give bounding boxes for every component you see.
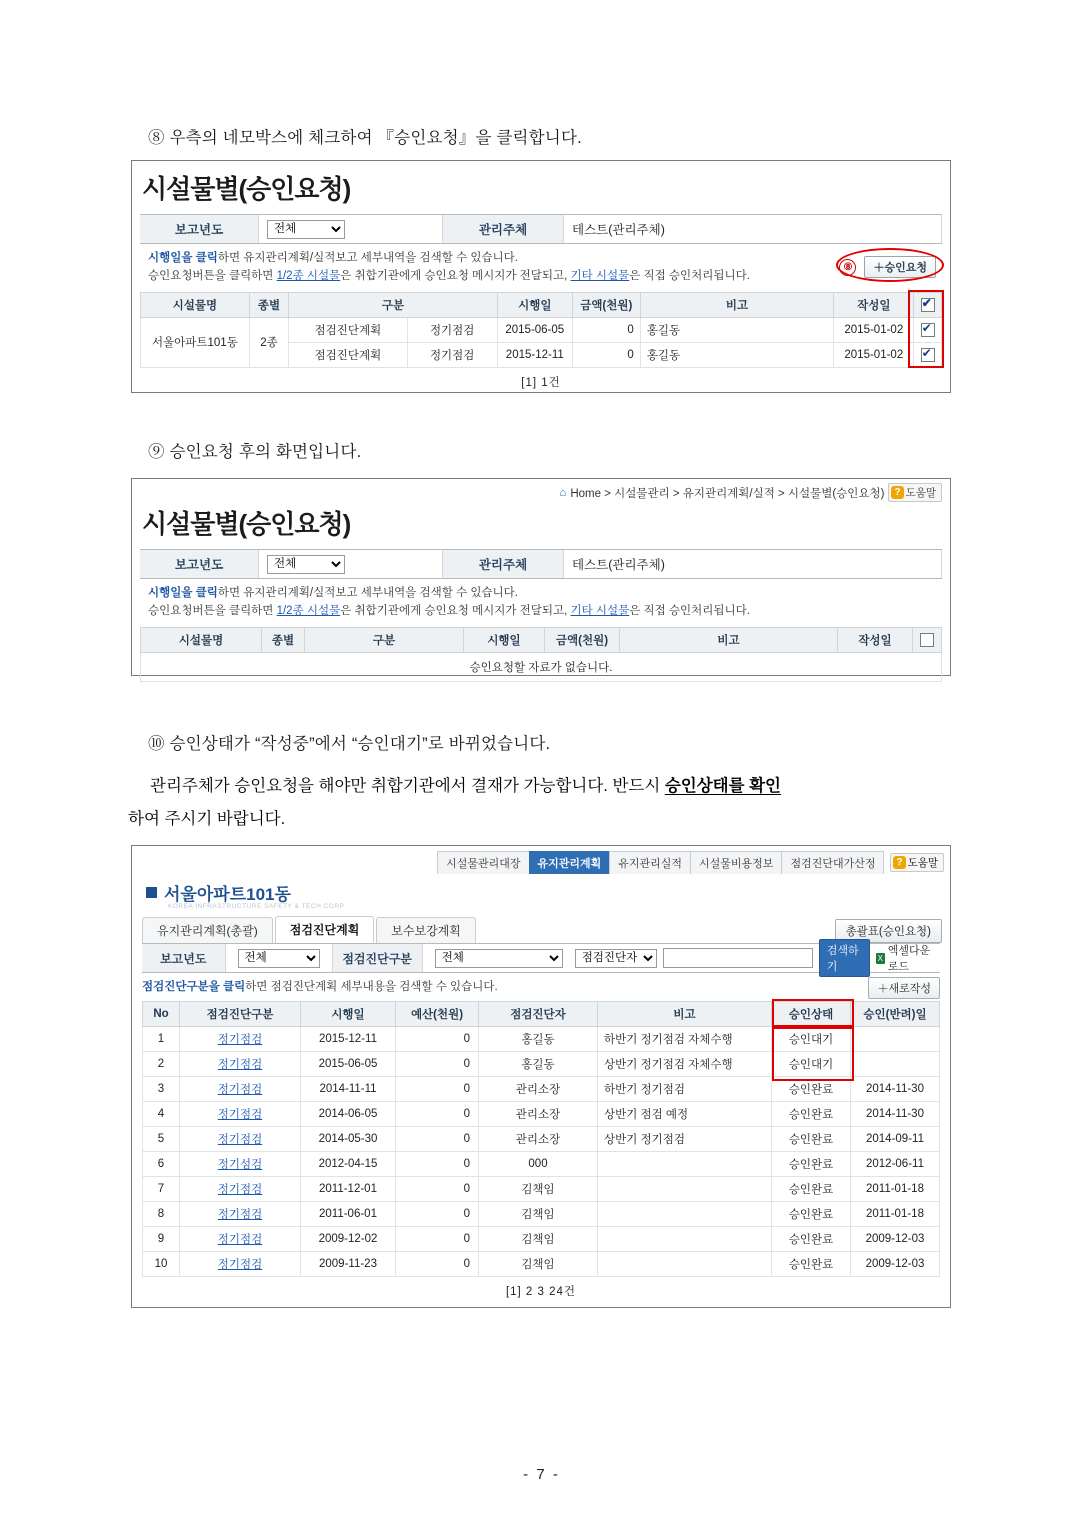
step-8-text bbox=[148, 124, 582, 148]
shot2-col-cat: 구분 bbox=[305, 627, 464, 652]
r10-budget: 0 bbox=[396, 1251, 479, 1276]
r1-status: 승인대기 bbox=[772, 1026, 851, 1051]
help-label: 도움말 bbox=[905, 487, 936, 499]
search-button[interactable]: 검색하기 bbox=[819, 939, 870, 977]
shot2-empty-message: 승인요청할 자료가 없습니다. bbox=[141, 652, 942, 681]
shot1-r2-cat2: 정기점검 bbox=[407, 342, 497, 367]
shot2-year-select[interactable] bbox=[267, 555, 345, 574]
table-row bbox=[141, 317, 942, 342]
shot1-col-written: 작성일 bbox=[834, 292, 914, 317]
r6-approved: 2012-06-11 bbox=[851, 1151, 940, 1176]
shot2-help2-a: 승인요청버튼을 클릭하면 bbox=[148, 604, 277, 617]
step-10-text bbox=[148, 730, 550, 754]
r5-inspector: 관리소장 bbox=[479, 1126, 598, 1151]
r2-no: 2 bbox=[143, 1051, 180, 1076]
r10-note bbox=[598, 1251, 772, 1276]
r9-type[interactable]: 정기점검 bbox=[180, 1226, 301, 1251]
step-10-label: ⑩ 승인상태가 “작성중”에서 “승인대기”로 바뀌었습니다. bbox=[148, 735, 551, 753]
shot2-help2-c: 은 직접 승인처리됩니다. bbox=[629, 604, 750, 617]
r6-no: 6 bbox=[143, 1151, 180, 1176]
r10-date: 2009-11-23 bbox=[301, 1251, 396, 1276]
r6-note bbox=[598, 1151, 772, 1176]
r8-no: 8 bbox=[143, 1201, 180, 1226]
shot2-year-label: 보고년도 bbox=[140, 550, 259, 578]
shot2-help2-b: 은 취합기관에게 승인요청 메시지가 전달되고, bbox=[340, 604, 571, 617]
shot2-col-written: 작성일 bbox=[838, 627, 913, 652]
r5-approved: 2014-09-11 bbox=[851, 1126, 940, 1151]
help-button[interactable] bbox=[890, 853, 944, 872]
highlight-rect-status-values bbox=[772, 1025, 854, 1081]
shot1-r2-amount: 0 bbox=[572, 342, 640, 367]
facility-name: 서울아파트101동 bbox=[164, 885, 291, 904]
shot2-col-date: 시행일 bbox=[464, 627, 545, 652]
shot3-pager[interactable]: [1] 2 3 24건 bbox=[505, 1285, 577, 1298]
r2-budget: 0 bbox=[396, 1051, 479, 1076]
shot3-col-note: 비고 bbox=[598, 1001, 772, 1026]
r7-date: 2011-12-01 bbox=[301, 1176, 396, 1201]
r9-inspector: 김책임 bbox=[479, 1226, 598, 1251]
shot3-help-text bbox=[142, 973, 940, 1001]
r5-status: 승인완료 bbox=[772, 1126, 851, 1151]
r3-inspector: 관리소장 bbox=[479, 1076, 598, 1101]
approval-request-button[interactable]: ＋승인요청 bbox=[864, 256, 936, 278]
search-type-label: 점검진단구분 bbox=[332, 944, 423, 972]
shot1-help2-b: 은 취합기관에게 승인요청 메시지가 전달되고, bbox=[340, 269, 571, 282]
shot1-year-label: 보고년도 bbox=[140, 215, 259, 243]
shot2-col-note: 비고 bbox=[620, 627, 838, 652]
shot1-org-value: 테스트(관리주체) bbox=[564, 215, 942, 243]
shot2-link-12type[interactable]: 1/2종 시설물 bbox=[276, 604, 341, 617]
r9-approved: 2009-12-03 bbox=[851, 1226, 940, 1251]
step-10-note bbox=[150, 772, 781, 796]
r1-type[interactable]: 정기점검 bbox=[180, 1026, 301, 1051]
step-10-note-end: 하여 주시기 바랍니다. bbox=[128, 810, 286, 828]
square-bullet-icon bbox=[146, 887, 157, 898]
excel-icon: X bbox=[877, 953, 883, 963]
breadcrumb-text: Home > 시설물관리 > 유지관리계획/실적 > 시설물별(승인요청) bbox=[570, 487, 885, 500]
r2-type[interactable]: 정기점검 bbox=[180, 1051, 301, 1076]
r6-status: 승인완료 bbox=[772, 1151, 851, 1176]
r8-status: 승인완료 bbox=[772, 1201, 851, 1226]
screenshot-approval-request-before bbox=[131, 160, 951, 393]
table-row bbox=[143, 1126, 940, 1151]
shot2-table-header-row bbox=[141, 627, 942, 652]
shot1-r1-cat2: 정기점검 bbox=[407, 317, 497, 342]
shot1-r2-written: 2015-01-02 bbox=[834, 342, 914, 367]
r5-budget: 0 bbox=[396, 1126, 479, 1151]
tab-plan-overview[interactable]: 유지관리계획(총괄) bbox=[142, 917, 273, 943]
shot2-link-other[interactable]: 기타 시설물 bbox=[570, 604, 630, 617]
r6-budget: 0 bbox=[396, 1151, 479, 1176]
r2-status: 승인대기 bbox=[772, 1051, 851, 1076]
r7-status: 승인완료 bbox=[772, 1176, 851, 1201]
r6-type[interactable]: 정기섬검 bbox=[180, 1151, 301, 1176]
shot1-r2-cat1: 점검진단계획 bbox=[289, 342, 407, 367]
table-row bbox=[143, 1101, 940, 1126]
r4-no: 4 bbox=[143, 1101, 180, 1126]
shot2-year-value-cell bbox=[259, 550, 443, 578]
shot1-col-note: 비고 bbox=[640, 292, 833, 317]
table-row bbox=[143, 1151, 940, 1176]
shot2-title: 시설물별(승인요청) bbox=[142, 509, 351, 539]
shot1-title: 시설물별(승인요청) bbox=[142, 174, 351, 204]
shot1-r1-note: 홍길동 bbox=[640, 317, 833, 342]
shot1-year-value-cell bbox=[259, 215, 443, 243]
shot1-r1-kind: 2종 bbox=[249, 317, 288, 367]
tab-facility-cost[interactable]: 시설물비용정보 bbox=[690, 851, 782, 874]
highlight-rect-checkboxes bbox=[908, 290, 944, 368]
step-9-text bbox=[148, 438, 361, 462]
top-tab-bar bbox=[132, 846, 950, 874]
r5-type[interactable]: 정기점검 bbox=[180, 1126, 301, 1151]
r9-date: 2009-12-02 bbox=[301, 1226, 396, 1251]
shot1-filter-bar bbox=[140, 214, 942, 244]
r10-approved: 2009-12-03 bbox=[851, 1251, 940, 1276]
r1-no: 1 bbox=[143, 1026, 180, 1051]
tab-maintenance-result[interactable]: 유지관리실적 bbox=[609, 851, 691, 874]
shot1-r1-written: 2015-01-02 bbox=[834, 317, 914, 342]
r9-budget: 0 bbox=[396, 1226, 479, 1251]
shot1-r1-date[interactable]: 2015-06-05 bbox=[497, 317, 572, 342]
search-keyword-input[interactable] bbox=[663, 948, 813, 968]
r1-approved bbox=[851, 1026, 940, 1051]
shot3-col-status: 승인상태 bbox=[772, 1001, 851, 1026]
shot2-col-kind: 종별 bbox=[262, 627, 305, 652]
r9-status: 승인완료 bbox=[772, 1226, 851, 1251]
r2-inspector: 홍길동 bbox=[479, 1051, 598, 1076]
r8-budget: 0 bbox=[396, 1201, 479, 1226]
breadcrumb bbox=[132, 479, 950, 502]
r1-budget: 0 bbox=[396, 1026, 479, 1051]
r9-note bbox=[598, 1226, 772, 1251]
r7-budget: 0 bbox=[396, 1176, 479, 1201]
r7-inspector: 김책임 bbox=[479, 1176, 598, 1201]
shot1-table bbox=[140, 292, 942, 368]
r6-date: 2012-04-15 bbox=[301, 1151, 396, 1176]
r9-no: 9 bbox=[143, 1226, 180, 1251]
r1-date: 2015-12-11 bbox=[301, 1026, 396, 1051]
r3-approved: 2014-11-30 bbox=[851, 1076, 940, 1101]
shot1-col-amount: 금액(천원) bbox=[572, 292, 640, 317]
r10-status: 승인완료 bbox=[772, 1251, 851, 1276]
r4-inspector: 관리소장 bbox=[479, 1101, 598, 1126]
r7-no: 7 bbox=[143, 1176, 180, 1201]
r2-date: 2015-06-05 bbox=[301, 1051, 396, 1076]
tab-inspection-fee[interactable]: 점검진단대가산정 bbox=[781, 851, 884, 874]
r4-type[interactable]: 정기점검 bbox=[180, 1101, 301, 1126]
step-9-label: ⑨ 승인요청 후의 화면입니다. bbox=[148, 443, 362, 461]
r1-note: 하반기 정기점검 자체수행 bbox=[598, 1026, 772, 1051]
search-type-cell bbox=[429, 949, 569, 968]
shot1-r2-note: 홍길동 bbox=[640, 342, 833, 367]
shot1-r1-name: 서울아파트101동 bbox=[141, 317, 250, 367]
step-10-note-part1: 관리주체가 승인요청을 해야만 취합기관에서 결재가 가능합니다. 반드시 bbox=[150, 777, 665, 795]
search-inspector-select[interactable] bbox=[575, 949, 657, 968]
help-button[interactable] bbox=[888, 483, 942, 502]
shot1-table-header-row bbox=[141, 292, 942, 317]
table-row bbox=[143, 1176, 940, 1201]
screenshot-approval-request-after bbox=[131, 478, 951, 676]
shot3-col-type: 점검진단구분 bbox=[180, 1001, 301, 1026]
r3-no: 3 bbox=[143, 1076, 180, 1101]
r10-inspector: 김책임 bbox=[479, 1251, 598, 1276]
org-subtitle: KOREA INFRASTRUCTURE SAFETY & TECH.CORP bbox=[168, 903, 345, 910]
shot1-help2-a: 승인요청버튼을 클릭하면 bbox=[148, 269, 277, 282]
table-row bbox=[143, 1226, 940, 1251]
shot1-col-date: 시행일 bbox=[497, 292, 572, 317]
tab-inspection-plan[interactable]: 점검진단계획 bbox=[275, 916, 375, 943]
r3-type[interactable]: 정기점검 bbox=[180, 1076, 301, 1101]
shot1-help-rest: 하면 유지관리계획/실적보고 세부내역을 검색할 수 있습니다. bbox=[217, 252, 518, 264]
shot2-help-rest: 하면 유지관리계획/실적보고 세부내역을 검색할 수 있습니다. bbox=[217, 587, 518, 599]
r7-type[interactable]: 정기점검 bbox=[180, 1176, 301, 1201]
shot1-year-select[interactable] bbox=[267, 220, 345, 239]
shot2-org-label: 관리주체 bbox=[443, 550, 564, 578]
shot2-help-bold: 시행일을 클릭 bbox=[148, 587, 218, 599]
shot1-r1-amount: 0 bbox=[572, 317, 640, 342]
search-bar bbox=[142, 943, 940, 973]
shot1-help-bold: 시행일을 클릭 bbox=[148, 252, 218, 264]
shot1-link-12type[interactable]: 1/2종 시설물 bbox=[276, 269, 341, 282]
shot2-table bbox=[140, 627, 942, 682]
summary-approval-button[interactable]: 총괄표(승인요청) bbox=[835, 919, 942, 943]
shot3-col-no: No bbox=[143, 1001, 180, 1026]
help-label: 도움말 bbox=[907, 857, 938, 869]
help-icon: ? bbox=[891, 486, 903, 499]
shot1-r2-date[interactable]: 2015-12-11 bbox=[497, 342, 572, 367]
r3-note: 하반기 정기점검 bbox=[598, 1076, 772, 1101]
table-row bbox=[143, 1201, 940, 1226]
table-row-empty bbox=[141, 652, 942, 681]
tab-repair-plan[interactable]: 보수보강계획 bbox=[376, 917, 476, 943]
step-10-note-emph: 승인상태를 확인 bbox=[664, 777, 782, 795]
shot2-col-checkall bbox=[913, 627, 942, 652]
r8-approved: 2011-01-18 bbox=[851, 1201, 940, 1226]
shot1-org-label: 관리주체 bbox=[443, 215, 564, 243]
shot2-filter-bar bbox=[140, 549, 942, 579]
r3-date: 2014-11-11 bbox=[301, 1076, 396, 1101]
home-icon[interactable]: ⌂ bbox=[559, 486, 567, 499]
r8-note bbox=[598, 1201, 772, 1226]
r1-inspector: 홍길동 bbox=[479, 1026, 598, 1051]
shot1-col-kind: 종별 bbox=[249, 292, 288, 317]
r6-inspector: 000 bbox=[479, 1151, 598, 1176]
r10-type[interactable]: 정기점검 bbox=[180, 1251, 301, 1276]
search-year-label: 보고년도 bbox=[142, 944, 226, 972]
select-all-checkbox[interactable] bbox=[920, 633, 934, 647]
r4-budget: 0 bbox=[396, 1101, 479, 1126]
shot3-col-approved: 승인(반려)일 bbox=[851, 1001, 940, 1026]
r5-no: 5 bbox=[143, 1126, 180, 1151]
excel-label: 엑셀다운로드 bbox=[887, 945, 931, 973]
shot1-help2-c: 은 직접 승인처리됩니다. bbox=[629, 269, 750, 282]
step-8-label: ⑧ 우측의 네모박스에 체크하여 『승인요청』을 클릭합니다. bbox=[148, 129, 582, 147]
r2-approved bbox=[851, 1051, 940, 1076]
r10-no: 10 bbox=[143, 1251, 180, 1276]
search-year-select[interactable] bbox=[238, 949, 320, 968]
tab-maintenance-plan[interactable]: 유지관리계획 bbox=[529, 851, 611, 874]
table-row bbox=[143, 1251, 940, 1276]
r4-status: 승인완료 bbox=[772, 1101, 851, 1126]
search-type-select[interactable] bbox=[435, 949, 563, 968]
page-number: - 7 - bbox=[523, 1466, 560, 1483]
r5-date: 2014-05-30 bbox=[301, 1126, 396, 1151]
shot1-help-text bbox=[140, 244, 942, 290]
r4-approved: 2014-11-30 bbox=[851, 1101, 940, 1126]
marker-8: ⑧ bbox=[839, 259, 856, 276]
new-write-button[interactable]: ＋새로작성 bbox=[868, 977, 940, 999]
r2-note: 상반기 정기점검 자체수행 bbox=[598, 1051, 772, 1076]
shot3-col-inspector: 점검진단자 bbox=[479, 1001, 598, 1026]
tab-facility-ledger[interactable]: 시설물관리대장 bbox=[437, 851, 529, 874]
shot3-help-rest: 하면 점검진단계획 세부내용을 검색할 수 있습니다. bbox=[245, 981, 498, 993]
r3-status: 승인완료 bbox=[772, 1076, 851, 1101]
search-year-cell bbox=[232, 949, 326, 968]
shot1-link-other[interactable]: 기타 시설물 bbox=[570, 269, 630, 282]
shot3-help-bold: 점검진단구분을 클릭 bbox=[142, 981, 246, 993]
r8-date: 2011-06-01 bbox=[301, 1201, 396, 1226]
r5-note: 상반기 정기점검 bbox=[598, 1126, 772, 1151]
r4-note: 상반기 점검 예정 bbox=[598, 1101, 772, 1126]
shot1-col-cat: 구분 bbox=[289, 292, 498, 317]
shot2-org-value: 테스트(관리주체) bbox=[564, 550, 942, 578]
r7-approved: 2011-01-18 bbox=[851, 1176, 940, 1201]
shot1-r1-cat1: 점검진단계획 bbox=[289, 317, 407, 342]
shot3-col-budget: 예산(천원) bbox=[396, 1001, 479, 1026]
r8-type[interactable]: 정기점검 bbox=[180, 1201, 301, 1226]
shot2-col-amount: 금액(천원) bbox=[545, 627, 620, 652]
facility-title bbox=[132, 874, 950, 905]
screenshot-maintenance-plan-list bbox=[131, 845, 951, 1308]
shot2-col-name: 시설물명 bbox=[141, 627, 262, 652]
help-icon: ? bbox=[893, 856, 905, 869]
r3-budget: 0 bbox=[396, 1076, 479, 1101]
highlight-ellipse-approve bbox=[836, 248, 944, 282]
r7-note bbox=[598, 1176, 772, 1201]
r8-inspector: 김책임 bbox=[479, 1201, 598, 1226]
shot3-col-date: 시행일 bbox=[301, 1001, 396, 1026]
shot1-pager[interactable]: [1] 1건 bbox=[521, 376, 561, 389]
excel-download-button[interactable] bbox=[876, 942, 940, 974]
shot2-help-text bbox=[140, 579, 942, 625]
shot1-col-name: 시설물명 bbox=[141, 292, 250, 317]
r4-date: 2014-06-05 bbox=[301, 1101, 396, 1126]
